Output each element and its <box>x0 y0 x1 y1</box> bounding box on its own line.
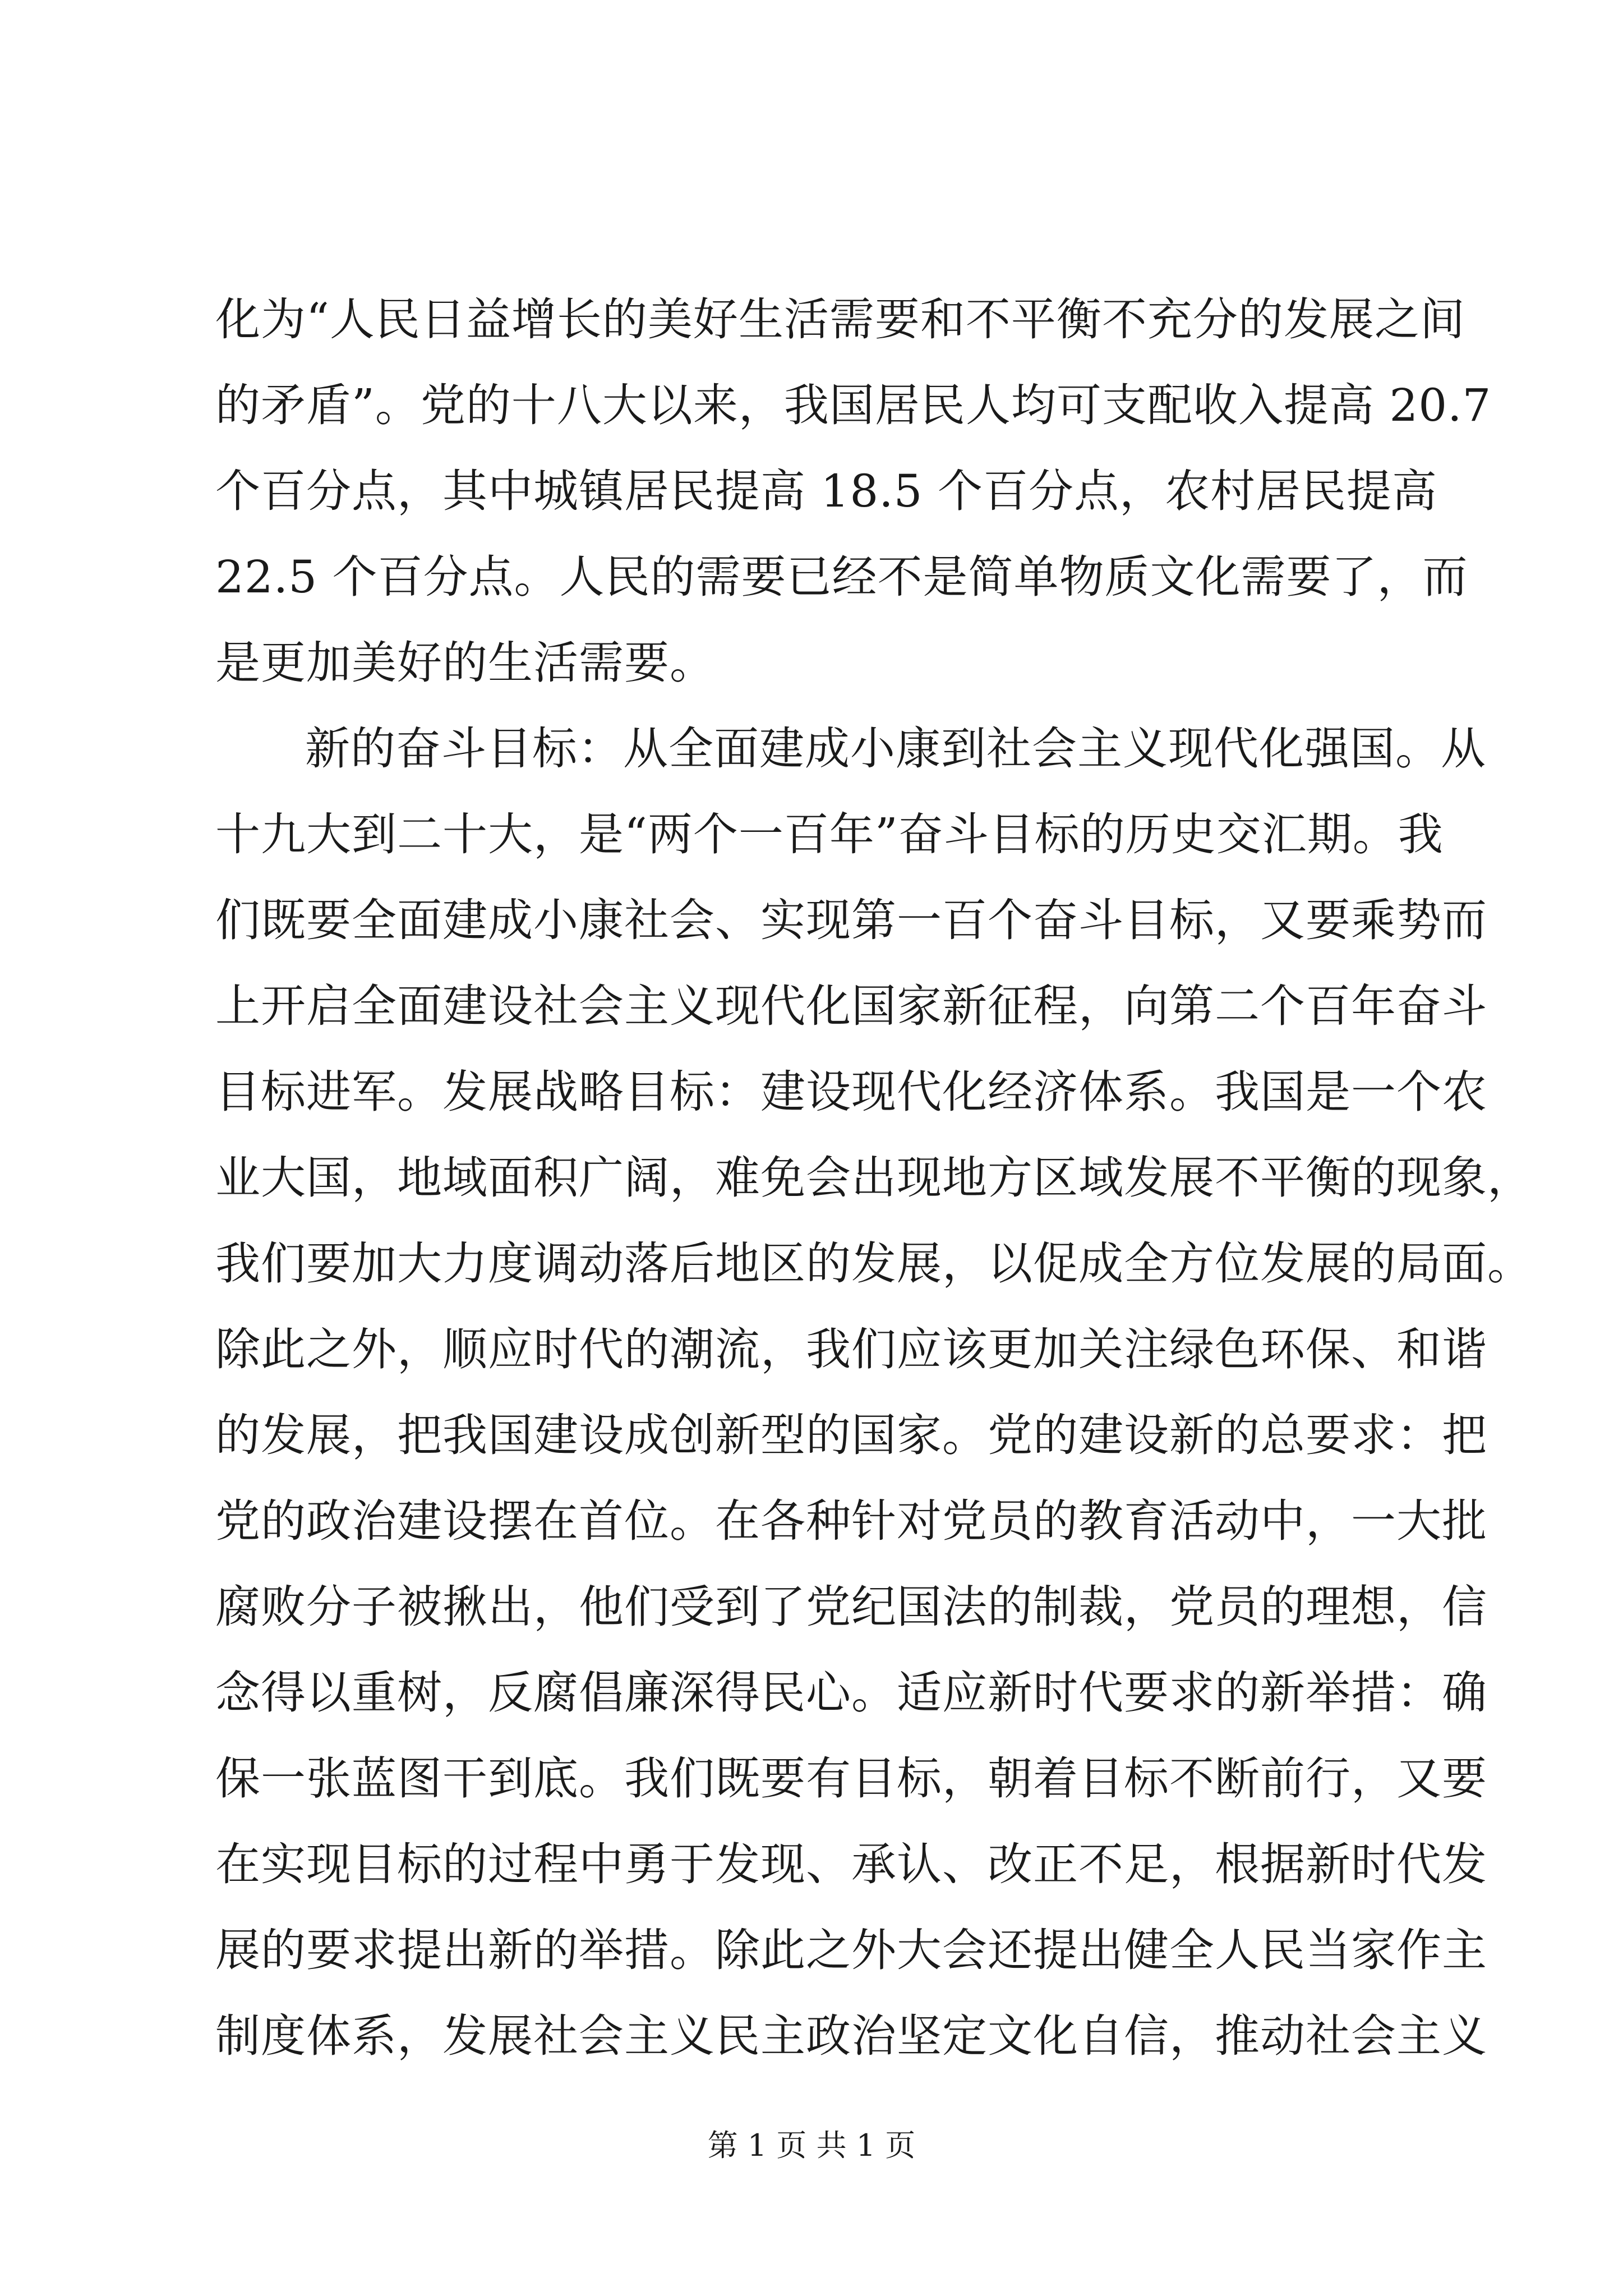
text-line: 业大国，地域面积广阔，难免会出现地方区域发展不平衡的现象， <box>215 1152 1533 1204</box>
text-line: 党的政治建设摆在首位。在各种针对党员的教育活动中，一大批 <box>215 1495 1487 1547</box>
text-line: 腐败分子被揪出，他们受到了党纪国法的制裁，党员的理想，信 <box>215 1581 1487 1633</box>
text-line: 是更加美好的生活需要。 <box>215 637 715 689</box>
text-line: 展的要求提出新的举措。除此之外大会还提出健全人民当家作主 <box>215 1924 1487 1976</box>
text-line: 们既要全面建成小康社会、实现第一百个奋斗目标，又要乘势而 <box>215 894 1487 946</box>
text-line: 22.5 个百分点。人民的需要已经不是简单物质文化需要了，而 <box>215 551 1468 603</box>
text-line: 上开启全面建设社会主义现代化国家新征程，向第二个百年奋斗 <box>215 980 1487 1032</box>
text-line: 念得以重树，反腐倡廉深得民心。适应新时代要求的新举措：确 <box>215 1667 1487 1719</box>
text-line: 除此之外，顺应时代的潮流，我们应该更加关注绿色环保、和谐 <box>215 1323 1487 1375</box>
text-line: 保一张蓝图干到底。我们既要有目标，朝着目标不断前行，又要 <box>215 1752 1487 1805</box>
text-line: 的矛盾”。党的十八大以来，我国居民人均可支配收入提高 20.7 <box>215 379 1492 431</box>
page-number-footer: 第 1 页 共 1 页 <box>707 2128 916 2163</box>
text-line: 个百分点，其中城镇居民提高 18.5 个百分点，农村居民提高 <box>215 465 1437 517</box>
text-line: 我们要加大力度调动落后地区的发展，以促成全方位发展的局面。 <box>215 1237 1533 1290</box>
paragraph-first-line: 新的奋斗目标：从全面建成小康到社会主义现代化强国。从 <box>305 723 1486 775</box>
text-line: 在实现目标的过程中勇于发现、承认、改正不足，根据新时代发 <box>215 1838 1487 1890</box>
text-line: 目标进军。发展战略目标：建设现代化经济体系。我国是一个农 <box>215 1066 1487 1118</box>
text-line: 化为“人民日益增长的美好生活需要和不平衡不充分的发展之间 <box>215 293 1465 346</box>
text-line: 制度体系，发展社会主义民主政治坚定文化自信，推动社会主义 <box>215 2010 1487 2062</box>
text-line: 十九大到二十大，是“两个一百年”奋斗目标的历史交汇期。我 <box>215 808 1444 861</box>
text-line: 的发展，把我国建设成创新型的国家。党的建设新的总要求：把 <box>215 1409 1487 1461</box>
